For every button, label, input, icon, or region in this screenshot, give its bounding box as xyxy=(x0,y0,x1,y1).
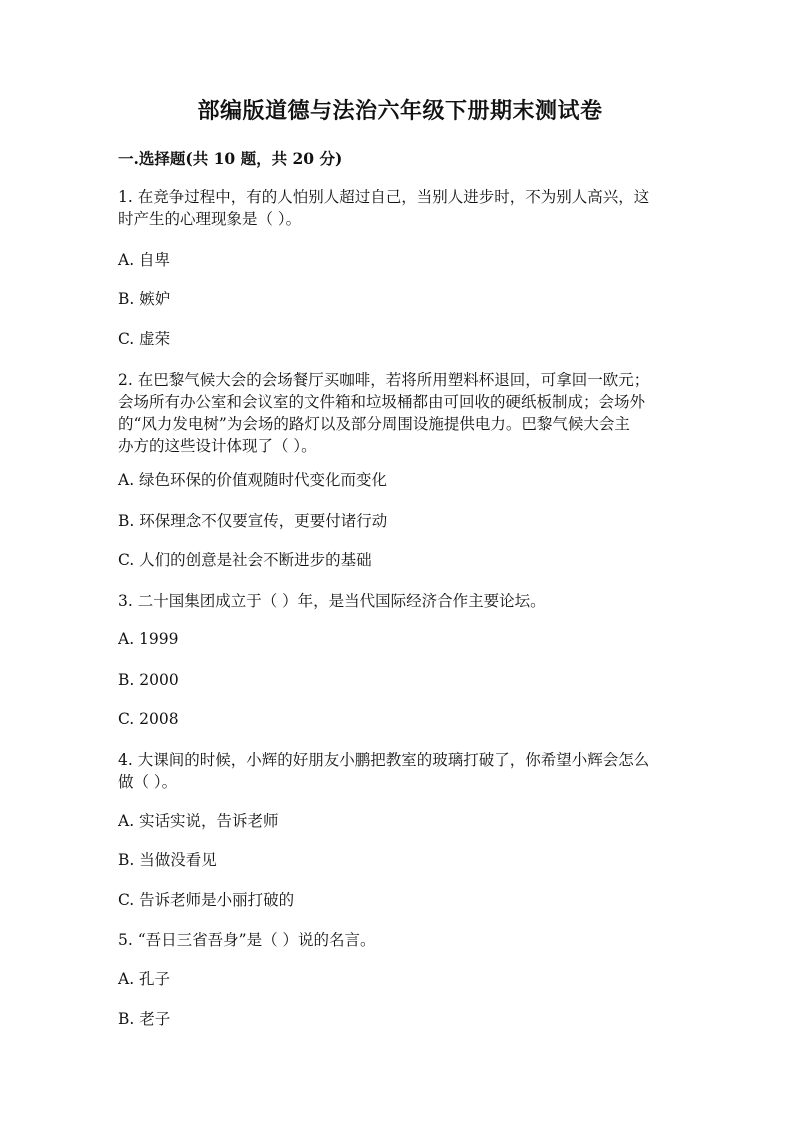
question-3-option-a: A. 1999 xyxy=(118,630,179,648)
question-5-option-a: A. 孔子 xyxy=(118,970,171,988)
section-heading: 一.选择题(共 10 题，共 20 分) xyxy=(118,149,343,168)
question-3-option-c: C. 2008 xyxy=(118,710,179,728)
question-5-line-1: 5. “吾日三省吾身”是（ ）说的名言。 xyxy=(118,931,376,949)
question-1-option-a: A. 自卑 xyxy=(118,251,171,269)
question-2-line-1: 2. 在巴黎气候大会的会场餐厅买咖啡，若将所用塑料杯退回，可拿回一欧元； xyxy=(118,371,650,389)
question-4-line-1: 4. 大课间的时候，小辉的好朋友小鹏把教室的玻璃打破了，你希望小辉会怎么 xyxy=(118,751,650,769)
question-2-line-2: 会场所有办公室和会议室的文件箱和垃圾桶都由可回收的硬纸板制成；会场外 xyxy=(118,393,646,411)
question-1-option-b: B. 嫉妒 xyxy=(118,290,171,308)
document-title: 部编版道德与法治六年级下册期末测试卷 xyxy=(197,98,603,124)
question-2-line-3: 的“风力发电树”为会场的路灯以及部分周围设施提供电力。巴黎气候大会主 xyxy=(118,415,630,433)
question-3-option-b: B. 2000 xyxy=(118,671,179,689)
question-4-line-2: 做（ ）。 xyxy=(118,773,178,791)
question-5-option-b: B. 老子 xyxy=(118,1010,171,1028)
question-2-line-4: 办方的这些设计体现了（ ）。 xyxy=(118,437,317,455)
question-3-line-1: 3. 二十国集团成立于（ ）年，是当代国际经济合作主要论坛。 xyxy=(118,592,546,610)
question-4-option-c: C. 告诉老师是小丽打破的 xyxy=(118,891,295,909)
question-1-line-2: 时产生的心理现象是（ ）。 xyxy=(118,210,302,228)
question-2-option-c: C. 人们的创意是社会不断进步的基础 xyxy=(118,551,372,569)
question-4-option-a: A. 实话实说，告诉老师 xyxy=(118,812,279,830)
question-1-line-1: 1. 在竞争过程中，有的人怕别人超过自己，当别人进步时，不为别人高兴，这 xyxy=(118,188,650,206)
question-2-option-a: A. 绿色环保的价值观随时代变化而变化 xyxy=(118,471,388,489)
question-4-option-b: B. 当做没看见 xyxy=(118,851,217,869)
question-2-option-b: B. 环保理念不仅要宣传，更要付诸行动 xyxy=(118,512,388,530)
question-1-option-c: C. 虚荣 xyxy=(118,330,171,348)
